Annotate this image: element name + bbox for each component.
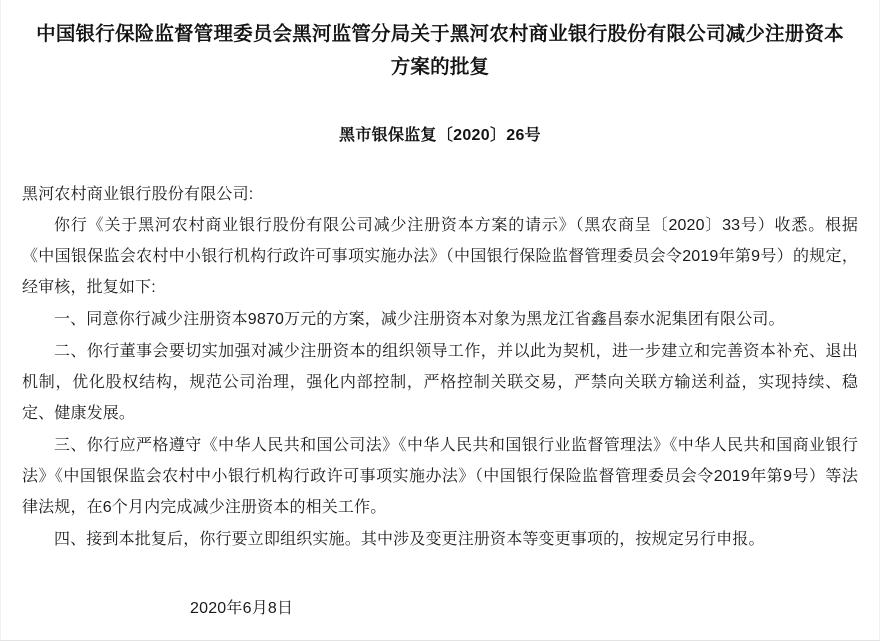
page-title: 中国银行保险监督管理委员会黑河监管分局关于黑河农村商业银行股份有限公司减少注册资本方案的批复 — [36, 23, 844, 78]
document-date: 2020年6月8日 — [190, 600, 294, 617]
paragraph-item-1: 一、同意你行减少注册资本9870万元的方案，减少注册资本对象为黑龙江省鑫昌泰水泥集团有限公司。 — [54, 311, 785, 328]
paragraph-item-4: 四、接到本批复后，你行要立即组织实施。其中涉及变更注册资本等变更事项的，按规定另行申报。 — [54, 531, 765, 548]
document-number: 黑市银保监复〔2020〕26号 — [339, 127, 541, 144]
paragraph-item-2: 二、你行董事会要切实加强对减少注册资本的组织领导工作，并以此为契机，进一步建立和完善资本补充、退出机制，优化股权结构，规范公司治理，强化内部控制，严格控制关联交易，严禁向关联方输送利益，实现持续、稳定、健康发展。 — [22, 343, 858, 422]
recipient-line: 黑河农村商业银行股份有限公司: — [22, 186, 254, 203]
page-left-edge — [0, 0, 1, 641]
paragraph-intro: 你行《关于黑河农村商业银行股份有限公司减少注册资本方案的请示》（黑农商呈〔2020〕33号）收悉。根据《中国银保监会农村中小银行机构行政许可事项实施办法》（中国银行保险监督管理委员会令2019年第9号）的规定，经审核，批复如下: — [22, 217, 858, 296]
paragraph-item-3: 三、你行应严格遵守《中华人民共和国公司法》《中华人民共和国银行业监督管理法》《中华人民共和国商业银行法》《中国银保监会农村中小银行机构行政许可事项实施办法》（中国银行保险监督管理委员会令2019年第9号）等法律法规，在6个月内完成减少注册资本的相关工作。 — [22, 437, 858, 516]
